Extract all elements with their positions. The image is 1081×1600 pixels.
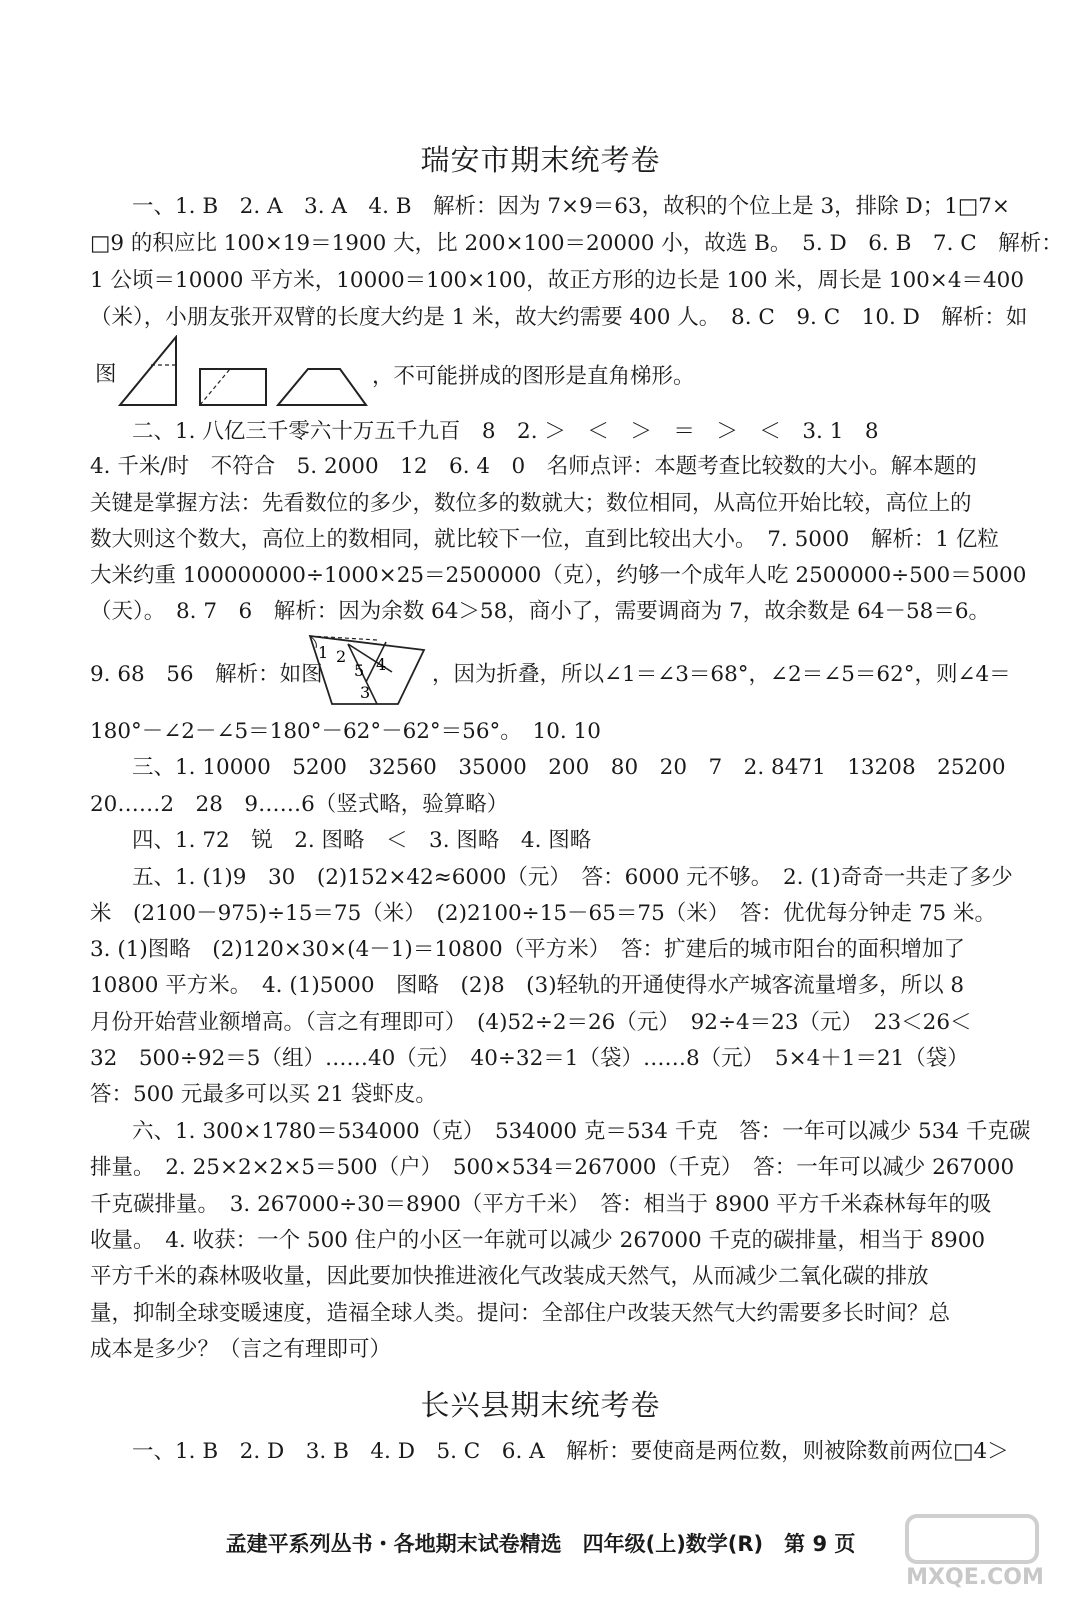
text-line: □9 的积应比 100×19＝1900 大，比 200×100＝20000 小，故选 B。 5. D 6. B 7. C 解析： <box>90 231 1063 256</box>
text-line: 千克碳排量。 3. 267000÷30＝8900（平方千米） 答：相当于 8900 平方千米森林每年的吸 <box>90 1192 992 1217</box>
page-footer: 孟建平系列丛书・各地期末试卷精选 四年级(上)数学(R) 第 9 页 <box>225 1532 856 1556</box>
angle-label: 2 <box>336 647 347 666</box>
angle-label: 1 <box>318 643 329 662</box>
text-line: 排量。 2. 25×2×2×5＝500（户） 500×534＝267000（千克） 答：一年可以减少 267000 <box>90 1155 1015 1180</box>
shapes-figure <box>118 335 368 411</box>
watermark-logo <box>895 1512 1055 1592</box>
text-line: 9. 68 56 解析：如图 <box>90 662 323 687</box>
text-line: 1 公顷＝10000 平方米，10000＝100×100，故正方形的边长是 100 米，周长是 100×4＝400 <box>90 268 1025 293</box>
text-line: 180°－∠2－∠5＝180°－62°－62°＝56°。 10. 10 <box>90 719 601 744</box>
text-line: ，因为折叠，所以∠1＝∠3＝68°，∠2＝∠5＝62°，则∠4＝ <box>432 662 1011 687</box>
text-line: 四、1. 72 锐 2. 图略 ＜ 3. 图略 4. 图略 <box>132 828 592 853</box>
text-line: 米 (2100－975)÷15＝75（米） (2)2100÷15－65＝75（米） 答：优优每分钟走 75 米。 <box>90 901 997 926</box>
text-line: 收量。 4. 收获：一个 500 住户的小区一年就可以减少 267000 千克的碳排量，相当于 8900 <box>90 1228 986 1253</box>
text-line: 平方千米的森林吸收量，因此要加快推进液化气改装成天然气，从而减少二氧化碳的排放 <box>90 1264 929 1289</box>
text-line: ，不可能拼成的图形是直角梯形。 <box>372 364 695 389</box>
text-line: 成本是多少？（言之有理即可） <box>90 1337 392 1362</box>
angle-label: 3 <box>360 683 371 702</box>
text-line: （米），小朋友张开双臂的长度大约是 1 米，故大约需要 400 人。 8. C 9. C 10. D 解析：如 <box>90 305 1028 330</box>
text-line: 五、1. (1)9 30 (2)152×42≈6000（元） 答：6000 元不够。 2. (1)奇奇一共走了多少 <box>132 865 1013 890</box>
text-line: （天）。 8. 7 6 解析：因为余数 64＞58，商小了，需要调商为 7，故余数是 64－58＝6。 <box>90 599 991 624</box>
text-line: 图 <box>95 362 117 387</box>
text-line: 10800 平方米。 4. (1)5000 图略 (2)8 (3)轻轨的开通使得水产城客流量增多，所以 8 <box>90 973 965 998</box>
folded-paper-figure <box>302 632 432 708</box>
text-line: 月份开始营业额增高。（言之有理即可） (4)52÷2＝26（元） 92÷4＝23（元） 23＜26＜ <box>90 1010 972 1035</box>
text-line: 一、1. B 2. A 3. A 4. B 解析：因为 7×9＝63，故积的个位上是 3，排除 D；1□7× <box>132 194 1010 219</box>
text-line: 关键是掌握方法：先看数位的多少，数位多的数就大；数位相同，从高位开始比较，高位上的 <box>90 491 972 516</box>
angle-label: 5 <box>354 661 365 680</box>
text-line: 32 500÷92＝5（组）……40（元） 40÷32＝1（袋）……8（元） 5×4＋1＝21（袋） <box>90 1046 969 1071</box>
text-line: 3. (1)图略 (2)120×30×(4－1)＝10800（平方米） 答：扩建后的城市阳台的面积增加了 <box>90 937 965 962</box>
text-line: 量，抑制全球变暖速度，造福全球人类。提问：全部住户改装天然气大约需要多长时间？总 <box>90 1301 951 1326</box>
text-line: 大米约重 100000000÷1000×25＝2500000（克），约够一个成年人吃 2500000÷500＝5000 <box>90 563 1027 588</box>
text-line: 三、1. 10000 5200 32560 35000 200 80 20 7 2. 8471 13208 25200 <box>132 755 1006 780</box>
text-line: 20……2 28 9……6（竖式略，验算略） <box>90 792 509 817</box>
text-line: 一、1. B 2. D 3. B 4. D 5. C 6. A 解析：要使商是两位数，则被除数前两位□4＞ <box>132 1439 1009 1464</box>
angle-label: 4 <box>376 655 387 674</box>
text-line: 二、1. 八亿三千零六十万五千九百 8 2. ＞ ＜ ＞ ＝ ＞ ＜ 3. 1 8 <box>132 419 879 444</box>
text-line: 数大则这个数大，高位上的数相同，就比较下一位，直到比较出大小。 7. 5000 解析：1 亿粒 <box>90 527 999 552</box>
text-line: 六、1. 300×1780＝534000（克） 534000 克＝534 千克 答：一年可以减少 534 千克碳 <box>132 1119 1031 1144</box>
section-title-ruian: 瑞安市期末统考卷 <box>420 143 661 177</box>
watermark-text: MXQE.COM <box>906 1565 1044 1590</box>
section-title-changxing: 长兴县期末统考卷 <box>420 1388 661 1422</box>
text-line: 答：500 元最多可以买 21 袋虾皮。 <box>90 1082 437 1107</box>
text-line: 4. 千米/时 不符合 5. 2000 12 6. 4 0 名师点评：本题考查比较数的大小。解本题的 <box>90 454 977 479</box>
